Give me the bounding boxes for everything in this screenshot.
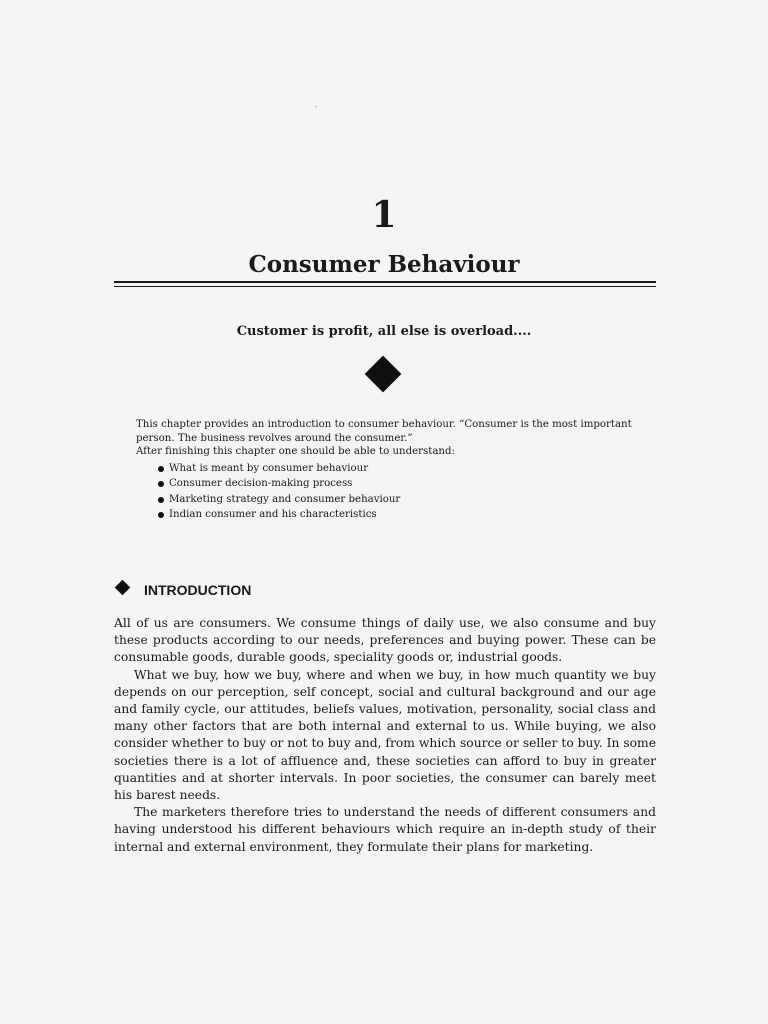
list-item-label: What is meant by consumer behaviour	[169, 462, 369, 474]
section-title: INTRODUCTION	[144, 582, 252, 598]
scan-speck	[315, 106, 317, 107]
section-body	[114, 615, 656, 856]
chapter-number: 1	[371, 194, 397, 236]
body-paragraph: The marketers therefore tries to understand the needs of different consumers and having understood his different behaviours which require an in-depth study of their internal and external environment, they formulate their plans for marketing.	[114, 805, 656, 854]
chapter-overview	[136, 418, 646, 523]
chapter-epigraph: Customer is profit, all else is overload....	[236, 324, 532, 339]
diamond-ornament-icon	[365, 356, 402, 393]
objectives-list	[136, 461, 646, 523]
list-item-label: Consumer decision-making process	[169, 478, 353, 489]
chapter-title: Consumer Behaviour	[248, 251, 520, 278]
bullet-icon	[158, 466, 164, 472]
overview-lead: After finishing this chapter one should be able to understand:	[136, 446, 455, 457]
title-rule-thick	[114, 281, 656, 283]
list-item	[158, 492, 646, 508]
bullet-icon	[158, 497, 164, 503]
body-paragraph: What we buy, how we buy, where and when we buy, in how much quantity we buy depends on our perception, self concept, social and cultural background and our age and family cycle, our attitudes, beliefs values, motivation, personality, social class and many other factors that are both internal and external to us. While buying, we also consider whether to buy or not to buy and, from which source or seller to buy. In some societies there is a lot of affluence and, these societies can afford to buy in greater quantities and at shorter intervals. In poor societies, the consumer can barely meet his barest needs.	[114, 667, 656, 803]
list-item	[158, 461, 646, 477]
title-rule-thin	[114, 286, 656, 287]
body-paragraph: All of us are consumers. We consume things of daily use, we also consume and buy these products according to our needs, preferences and buying power. These can be consumable goods, durable goods, speciality goods or, industrial goods.	[114, 616, 656, 665]
list-item-label: Indian consumer and his characteristics	[169, 509, 377, 520]
overview-intro: This chapter provides an introduction to consumer behaviour. “Consumer is the most important person. The business revolves around the consumer.”	[136, 419, 632, 444]
diamond-heading-icon	[115, 580, 131, 596]
list-item-label: Marketing strategy and consumer behaviour	[169, 493, 401, 505]
list-item	[158, 507, 646, 523]
bullet-icon	[158, 512, 164, 518]
bullet-icon	[158, 481, 164, 487]
list-item	[158, 476, 646, 492]
